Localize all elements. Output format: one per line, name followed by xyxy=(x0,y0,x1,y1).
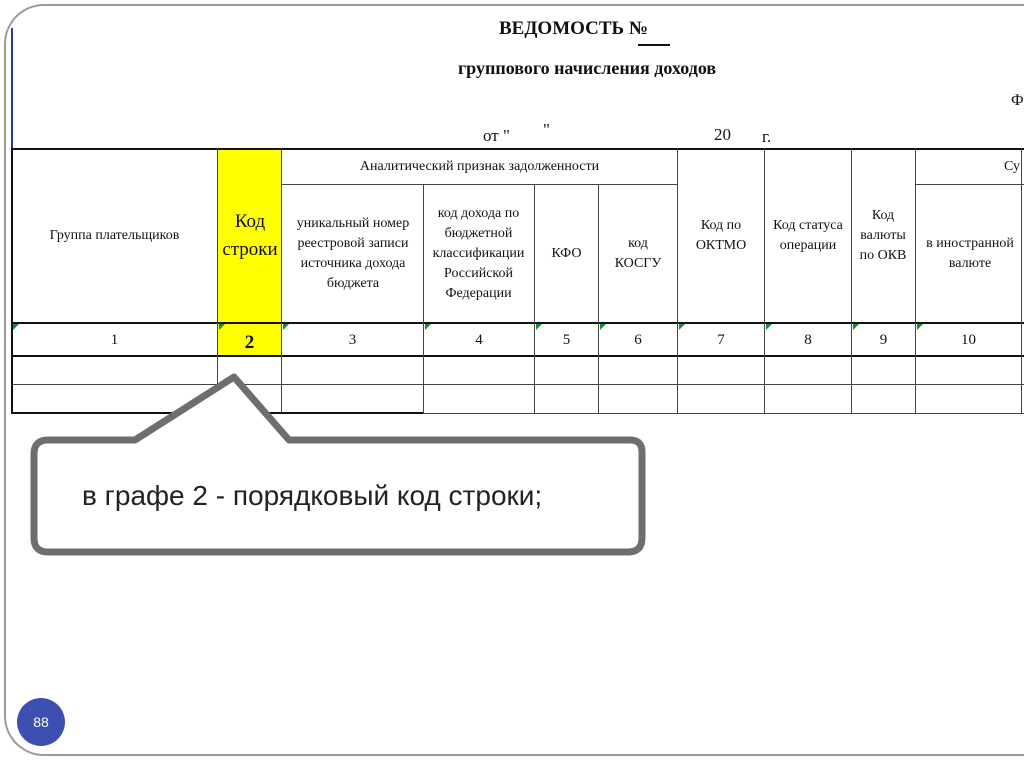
document-subtitle: группового начисления доходов xyxy=(458,58,717,78)
header-group: Группа плательщиков xyxy=(49,228,180,243)
header-status: Код статуса операции xyxy=(773,218,843,253)
column-number-highlighted: 2 xyxy=(244,331,255,353)
column-number: 6 xyxy=(634,331,642,348)
date-year: 20 xyxy=(714,125,731,144)
header-sum-cut: Су xyxy=(1004,159,1020,174)
column-number: 4 xyxy=(475,331,483,348)
header-unique-number: уникальный номер реестровой записи источника дохода бюджета xyxy=(296,216,410,291)
column-number: 8 xyxy=(804,331,812,348)
column-number: 3 xyxy=(348,331,357,348)
date-quote: " xyxy=(543,120,550,139)
document-title: ВЕДОМОСТЬ № xyxy=(499,18,648,39)
callout-shape xyxy=(34,377,642,552)
column-number: 10 xyxy=(961,331,976,348)
header-currency: Код валюты по ОКВ xyxy=(859,208,907,263)
header-oktmo: Код по ОКТМО xyxy=(695,218,747,253)
header-income-code: код дохода по бюджетной классификации Российской Федерации xyxy=(432,206,525,301)
header-analytic: Аналитический признак задолженности xyxy=(359,159,600,174)
column-number: 5 xyxy=(562,331,571,348)
form-code-cut: Ф xyxy=(1011,92,1024,109)
header-kosgu: код КОСГУ xyxy=(614,236,662,271)
column-number: 9 xyxy=(879,331,888,348)
callout-text: в графе 2 - порядковый код строки; xyxy=(82,480,543,511)
header-kfo: КФО xyxy=(551,246,582,261)
column-number: 1 xyxy=(110,331,119,348)
column-number: 7 xyxy=(717,331,725,348)
date-suffix: г. xyxy=(762,127,772,146)
header-code: Код строки xyxy=(222,211,278,260)
date-prefix: от " xyxy=(483,126,510,145)
page-number-badge: 88 xyxy=(17,698,65,746)
header-foreign-currency: в иностранной валюте xyxy=(926,236,1014,271)
